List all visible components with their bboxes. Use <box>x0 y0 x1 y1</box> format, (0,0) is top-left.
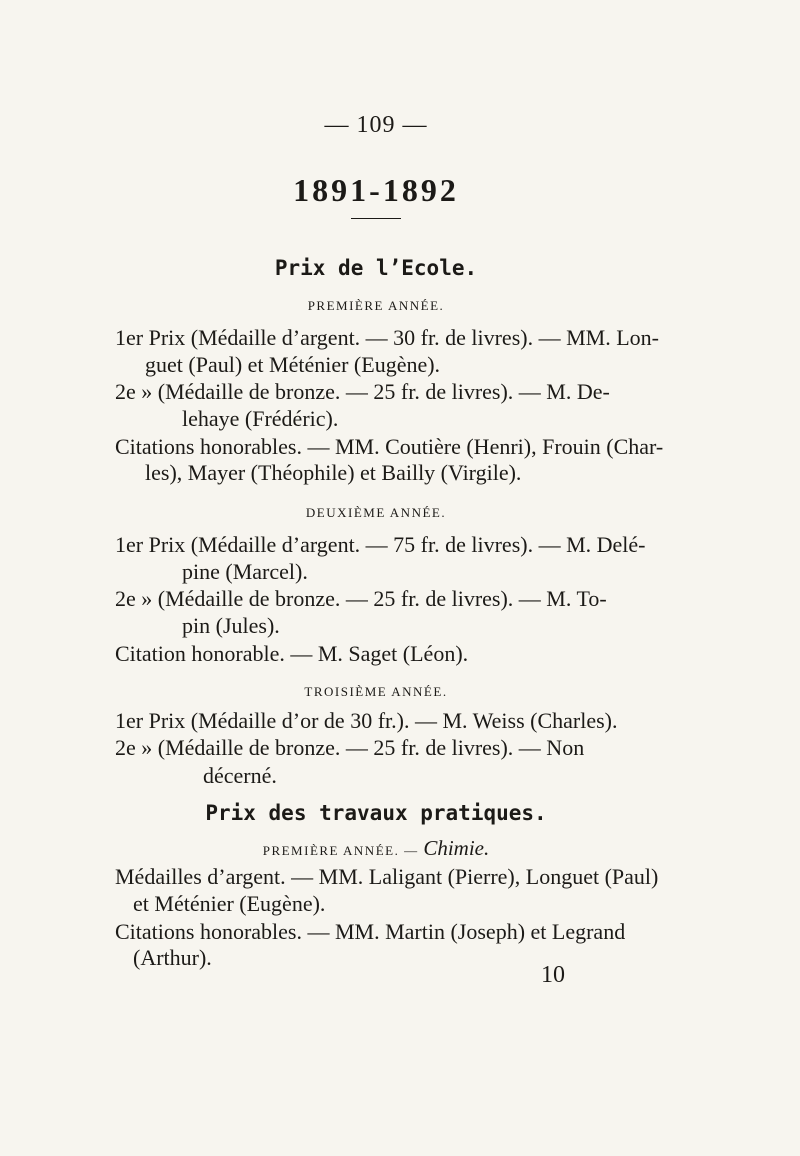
section-title-travaux: Prix des travaux pratiques. <box>205 801 547 825</box>
subhead-deuxieme-annee: DEUXIÈME ANNÉE. <box>305 505 447 520</box>
text-line: pine (Marcel). <box>182 559 308 584</box>
text-line: et Méténier (Eugène). <box>133 891 326 916</box>
subhead-chimie <box>0 836 752 861</box>
subhead-premiere-annee: PREMIÈRE ANNÉE. <box>307 298 445 313</box>
section-title-ecole: Prix de l’Ecole. <box>274 256 478 280</box>
text-line: pin (Jules). <box>182 613 280 638</box>
text-line: Citations honorables. — MM. Coutière (Henri), Frouin (Char- <box>115 434 664 459</box>
heading-rule <box>351 218 401 219</box>
text-line: guet (Paul) et Méténier (Eugène). <box>145 352 441 377</box>
signature-mark: 10 <box>541 962 565 988</box>
text-line: 2e » (Médaille de bronze. — 25 fr. de livres). — Non <box>115 735 585 760</box>
text-line: 1er Prix (Médaille d’argent. — 30 fr. de livres). — MM. Lon- <box>115 325 659 350</box>
text-line: Médailles d’argent. — MM. Laligant (Pierre), Longuet (Paul) <box>115 864 659 889</box>
subhead-year-label: PREMIÈRE ANNÉE. — <box>262 843 419 858</box>
text-line: 2e » (Médaille de bronze. — 25 fr. de livres). — M. To- <box>115 586 607 611</box>
text-line: 2e » (Médaille de bronze. — 25 fr. de livres). — M. De- <box>115 379 610 404</box>
text-line: Citations honorables. — MM. Martin (Joseph) et Legrand <box>115 919 626 944</box>
text-line: Citation honorable. — M. Saget (Léon). <box>115 641 469 666</box>
text-line: lehaye (Frédéric). <box>182 406 339 431</box>
text-line: décerné. <box>203 763 277 788</box>
text-line: 1er Prix (Médaille d’argent. — 75 fr. de livres). — M. Delé- <box>115 532 646 557</box>
text-line: les), Mayer (Théophile) et Bailly (Virgile). <box>145 460 522 485</box>
subhead-troisieme-annee: TROISIÈME ANNÉE. <box>304 684 448 699</box>
year-heading: 1891-1892 <box>293 172 459 208</box>
subhead-subject: Chimie. <box>423 836 490 860</box>
text-line: 1er Prix (Médaille d’or de 30 fr.). — M. Weiss (Charles). <box>115 708 618 733</box>
page-number: — 109 — <box>324 112 428 138</box>
text-line: (Arthur). <box>133 945 212 970</box>
